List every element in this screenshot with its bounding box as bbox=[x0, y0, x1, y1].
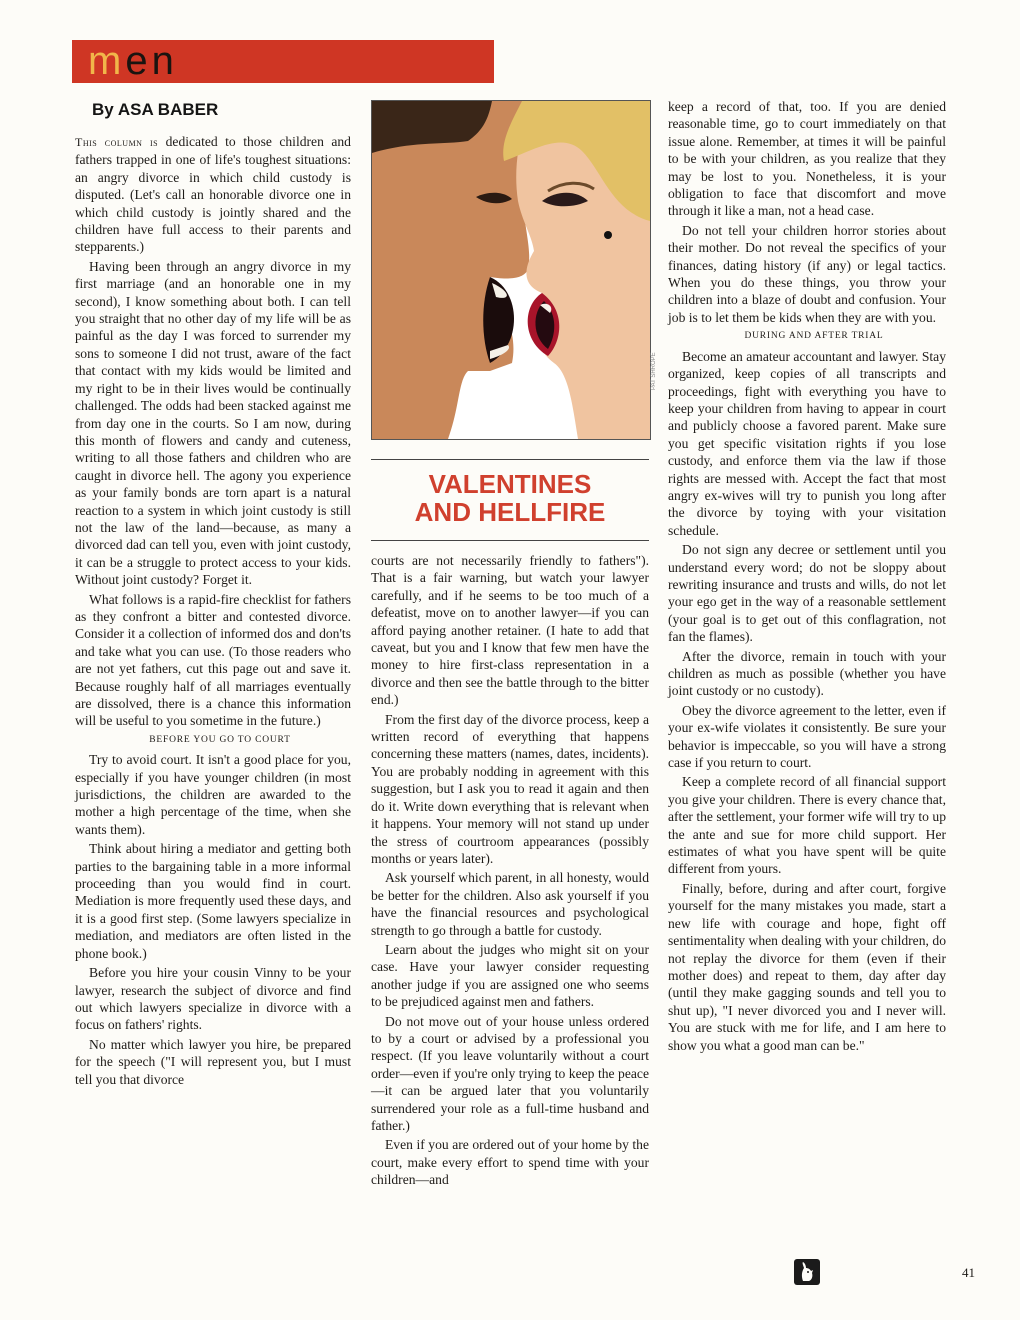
paragraph: Do not tell your children horror stories about their mother. Do not reveal the specifics of your finances, dating history (if any) or legal tactics. When you do these things, you throw your children into a blaze of doubt and confusion. Your job is to let them be kids when they are with you. bbox=[668, 222, 946, 325]
section-subhead: DURING AND AFTER TRIAL bbox=[744, 331, 884, 342]
column-2 bbox=[371, 552, 649, 1189]
paragraph: Having been through an angry divorce in my first marriage (and an honorable one in my second), I know something about both. I can tell you straight that no other day of my life will be as painful as the day I was forced to surrender my sons to someone I did not trust, aware of the fact that contact with my kids would be limited and my right to be in their lives would be continually challenged. The odds had been stacked against me from day one in the courts. So I am now, during this month of flowers and candy and cuteness, writing to all those fathers and children who are caught in divorce hell. The agony you experience as your family bonds are torn apart is a natural reaction to a system in which joint custody is still not the law of the land—because, as many a divorced dad can tell you, even with joint custody, it can be a struggle to protect access to your kids. Without joint custody? Forget it. bbox=[75, 258, 351, 588]
column-1 bbox=[75, 133, 351, 1088]
paragraph: courts are not necessarily friendly to fathers"). That is a fair warning, but watch your lawyer carefully, and if he seems to be too much of a defeatist, move on to another lawyer—if you can afford paying another retainer. (I hate to add that caveat, but you and I know that few men have the money to hire first-class representation in a divorce and then see the battle through to the bitter end.) bbox=[371, 553, 649, 708]
paragraph: Before you hire your cousin Vinny to be your lawyer, research the subject of divorce and find out which lawyers specialize in divorce with a focus on fathers' rights. bbox=[75, 965, 351, 1033]
headline-rule-top bbox=[371, 459, 649, 460]
illustration-svg bbox=[372, 101, 650, 439]
paragraph: Obey the divorce agreement to the letter, even if your ex-wife violates it consistently. Be sure your behavior is impeccable, so you will have a strong case if you return to court. bbox=[668, 702, 946, 771]
rabbit-head-logo-icon bbox=[794, 1259, 820, 1285]
illustration-credit: PAT SHROPE bbox=[651, 352, 657, 390]
column-title: men bbox=[88, 39, 178, 83]
paragraph: Even if you are ordered out of your home by the court, make every effort to spend time with your children—and bbox=[371, 1137, 649, 1188]
paragraph: Ask yourself which parent, in all honesty, would be better for the children. Also ask yourself if you have the financial resources and psychological strength to go through a battle for custody. bbox=[371, 870, 649, 938]
page-number: 41 bbox=[962, 1265, 975, 1280]
paragraph: After the divorce, remain in touch with your children as much as possible (whether you have joint custody or no custody). bbox=[668, 648, 946, 699]
paragraph: No matter which lawyer you hire, be prepared for the speech ("I will represent you, but I must tell you that divorce bbox=[75, 1036, 351, 1087]
paragraph: Finally, before, during and after court, forgive yourself for the many mistakes you made, start a new life with courage and hope, fight off sentimentality when dealing with your children, do not replay the divorce for them (even if their mother does) and repeat to them, day after day (until they make gagging sounds and tell you to shut up), "I never divorced you and I never will. You are stuck with me for life, and I am here to show you what a good man can be." bbox=[668, 880, 946, 1053]
paragraph: What follows is a rapid-fire checklist for fathers as they confront a bitter and contested divorce. Consider it a collection of informed dos and don'ts and take what you can use. (To those readers who are not yet fathers, cut this page out and save it. Because roughly half of all marriages eventually are dissolved, there is a chance this information will be useful to you sometime in the future.) bbox=[75, 591, 351, 729]
paragraph: This column is dedicated to those children and fathers trapped in one of life's toughest situations: an angry divorce in which child custody is disputed. (Let's call an honorable divorce one in which child custody is jointly shared and the children have full access to their parents and stepparents.) bbox=[75, 134, 351, 255]
paragraph: Do not move out of your house unless ordered to by a court or advised by a professional you respect. (If you leave voluntarily without a court order—even if you're only trying to keep the peace—it can be argued later that you voluntarily surrendered your role as a full-time husband and father.) bbox=[371, 1013, 649, 1133]
paragraph: From the first day of the divorce process, keep a written record of everything that happens concerning these matters (names, dates, incidents). You are probably nodding in agreement with this suggestion, but I ask you to read it again and then do it. Write down everything that is relevant when it happens. Your memory will not stand up under the stress of courtroom appearances (possibly months or years later). bbox=[371, 711, 649, 866]
column-banner bbox=[72, 40, 494, 83]
paragraph: Become an amateur accountant and lawyer. Stay organized, keep copies of all transcripts and proceedings, fight with everything you have to keep your children from having to appear in court and publicly choose a favored parent. Make sure you get specific visitation rights if you lose custody, and enforce them via the law if those rights are messed with. Accept the fact that most angry ex-wives will try to punish you long after the divorce by toying with your visitation schedule. bbox=[668, 348, 946, 538]
column-3 bbox=[668, 98, 946, 1054]
byline: By ASA BABER bbox=[92, 100, 219, 119]
paragraph: Learn about the judges who might sit on your case. Have your lawyer consider requesting another judge if you are assigned one who seems to be prejudiced against men and fathers. bbox=[371, 941, 649, 1010]
section-subhead: BEFORE YOU GO TO COURT bbox=[149, 734, 291, 745]
illustration-angry-faces bbox=[371, 100, 651, 440]
headline-rule-bottom bbox=[371, 540, 649, 541]
article-headline: VALENTINES AND HELLFIRE bbox=[414, 469, 606, 527]
paragraph: Think about hiring a mediator and getting both parties to the bargaining table in a more informal proceeding than you would find in court. Mediation is more frequently used these days, and it is a good first step. (Some lawyers specialize in mediation, and mediators are often listed in the phone book.) bbox=[75, 841, 351, 961]
paragraph: Do not sign any decree or settlement until you understand every word; do not be sloppy about rewriting insurance and trusts and wills, do not let your ego get in the way of a reasonable settlement (your goal is to get out of this conflagration, not fan the flames). bbox=[668, 542, 946, 645]
paragraph: keep a record of that, too. If you are denied reasonable time, go to court immediately on that issue alone. Remember, at times it will be painful to be with your children, as you realize that they may be lost to you. Nonetheless, it is your obligation to face that discomfort and move through it like a man, not a head case. bbox=[668, 99, 946, 219]
paragraph: Keep a complete record of all financial support you give your children. There is every chance that, after the settlement, your former wife will try to up the ante and sue for more child support. Her estimates of what you have spent will be quite different from yours. bbox=[668, 774, 946, 877]
lead-in-caps: This column is bbox=[75, 135, 159, 149]
paragraph: Try to avoid court. It isn't a good place for you, especially if you have younger children (in most jurisdictions, the children are awarded to the mother a high percentage of the time, when she wants them). bbox=[75, 752, 351, 837]
